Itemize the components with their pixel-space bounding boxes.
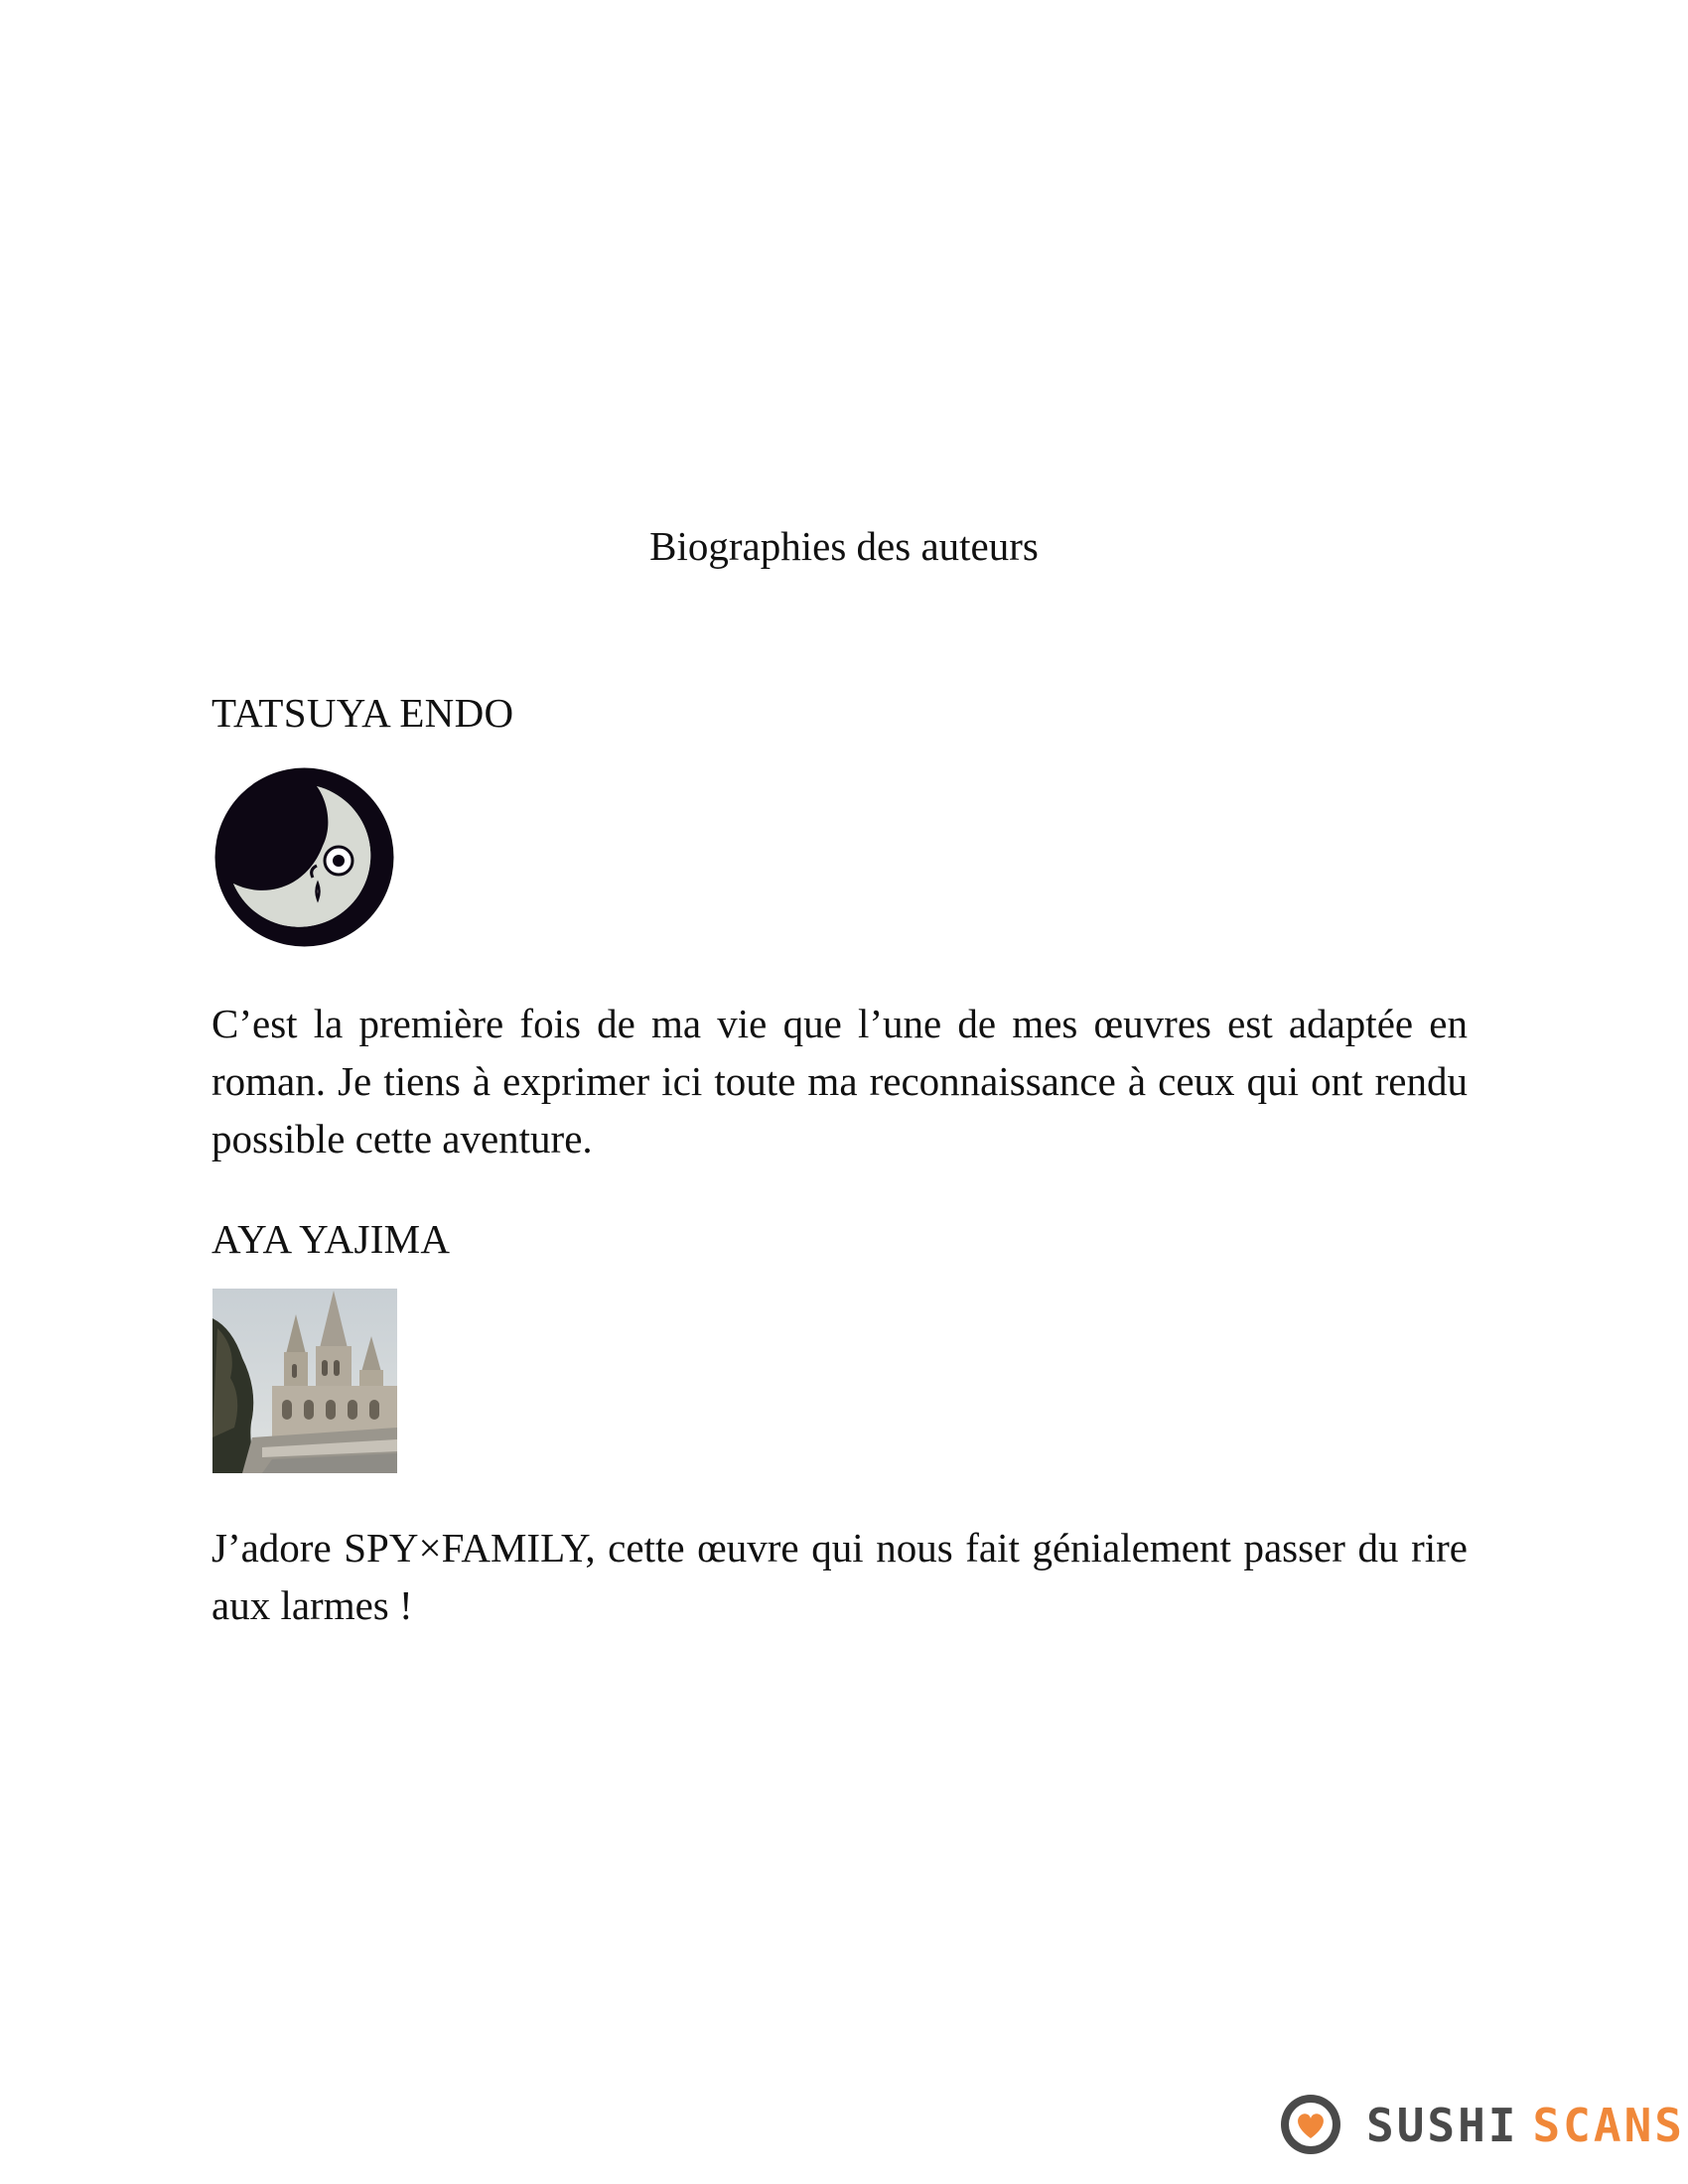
- author-name-yajima: AYA YAJIMA: [211, 1216, 451, 1262]
- logo-word-scans: SCANS: [1532, 2099, 1685, 2152]
- page-title: Biographies des auteurs: [649, 523, 1039, 569]
- logo-word-sushi: SUSHI: [1366, 2099, 1519, 2152]
- author-bio-yajima: J’adore SPY×FAMILY, cette œuvre qui nous fait génialement passer du rire aux larmes !: [211, 1525, 1468, 1628]
- crescent-moon-face-icon: [213, 766, 395, 948]
- castle-photo-icon: [212, 1289, 397, 1473]
- author-name-endo: TATSUYA ENDO: [211, 690, 514, 736]
- sushi-scans-watermark: [1267, 2093, 1685, 2156]
- author-bio-endo: C’est la première fois de ma vie que l’une de mes œuvres est adaptée en roman. Je tiens à exprimer ici toute ma reconnaissance à ceux qui ont rendu possible cette aventure.: [211, 1001, 1468, 1161]
- sushi-heart-logo-icon: [1271, 2093, 1350, 2156]
